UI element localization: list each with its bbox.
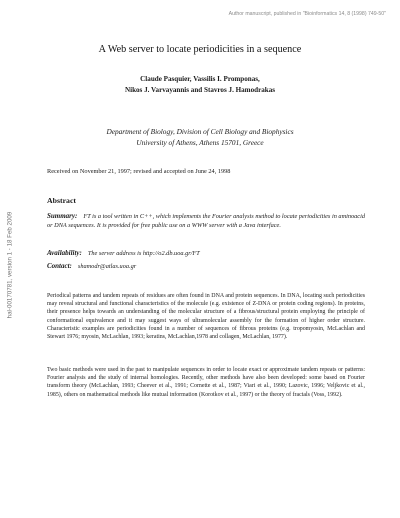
- affiliation-line-1: Department of Biology, Division of Cell Biology and Biophysics: [106, 127, 294, 136]
- body-paragraph-1: Periodical patterns and tandem repeats of residues are often found in DNA and protein sequences. In DNA, locating such periodicities may reveal structural and functional characteristics of the molecule (e.g. existence of Z-DNA or protein coding regions). In proteins, their presence helps towards an understanding of the molecular structure of a fibrous/structural protein employing the principle of conformational equivalence and it may suggest ways of ultramolecular assembly for the formation of higher order structure. Characteristic examples are periodicities found in a number of sequences of fibrous proteins (e.g. tropomyosin, McLachlan and Stewart 1976; myosin, McLachlan, 1993; keratins, McLachlan,1978 and collagen, McLachlan, 1977).: [47, 293, 365, 341]
- hal-identifier-text: hal-00170781, version 1 - 18 Feb 2009: [6, 211, 14, 319]
- author-line-1: Claude Pasquier, Vassilis I. Promponas,: [140, 75, 260, 83]
- publication-note: Author manuscript, published in "Bioinformatics 14, 8 (1998) 749-50": [228, 11, 386, 17]
- contact-label: Contact:: [47, 262, 72, 270]
- availability-text: The server address is http://o2.db.uoa.gr/FT: [87, 250, 200, 257]
- availability: [47, 249, 365, 257]
- paper-title: A Web server to locate periodicities in a sequence: [98, 44, 302, 55]
- abstract-heading: Abstract: [47, 196, 77, 205]
- abstract-summary: [47, 212, 365, 231]
- hal-identifier: [2, 190, 18, 340]
- availability-label: Availability:: [47, 249, 82, 257]
- received-dates: Received on November 21, 1997; revised and accepted on June 24, 1998: [47, 168, 231, 175]
- summary-text: FT is a tool written in C++, which implements the Fourier analysis method to locate periodicities in aminoacid or DNA sequences. It is provided for free public use on a WWW server with a Java interface.: [47, 213, 365, 229]
- affiliation: [40, 126, 360, 149]
- author-list: [40, 74, 360, 96]
- body-paragraph-2: Two basic methods were used in the past to manipulate sequences in order to locate exact or approximate tandem repeats or patterns: Fourier analysis and the study of internal homologies. Recently, other methods have also been developed: some based on Fourier transform theory (McLachlan, 1993; Cheever et al., 1991; Cornette et al., 1987; Viari et al., 1990; Lazovic, 1996; Veljkovic et al., 1985), others on mathematical methods like mutual information (Korotkov et al., 1997) or the theory of fractals (Voss, 1992).: [47, 367, 365, 398]
- summary-label: Summary:: [47, 212, 78, 220]
- affiliation-line-2: University of Athens, Athens 15701, Greece: [136, 138, 264, 148]
- author-line-2: Nikos J. Varvayannis and Stavros J. Hamodrakas: [124, 86, 276, 95]
- contact-email: shamodr@atlas.uoa.gr: [77, 263, 137, 270]
- contact: [47, 262, 365, 270]
